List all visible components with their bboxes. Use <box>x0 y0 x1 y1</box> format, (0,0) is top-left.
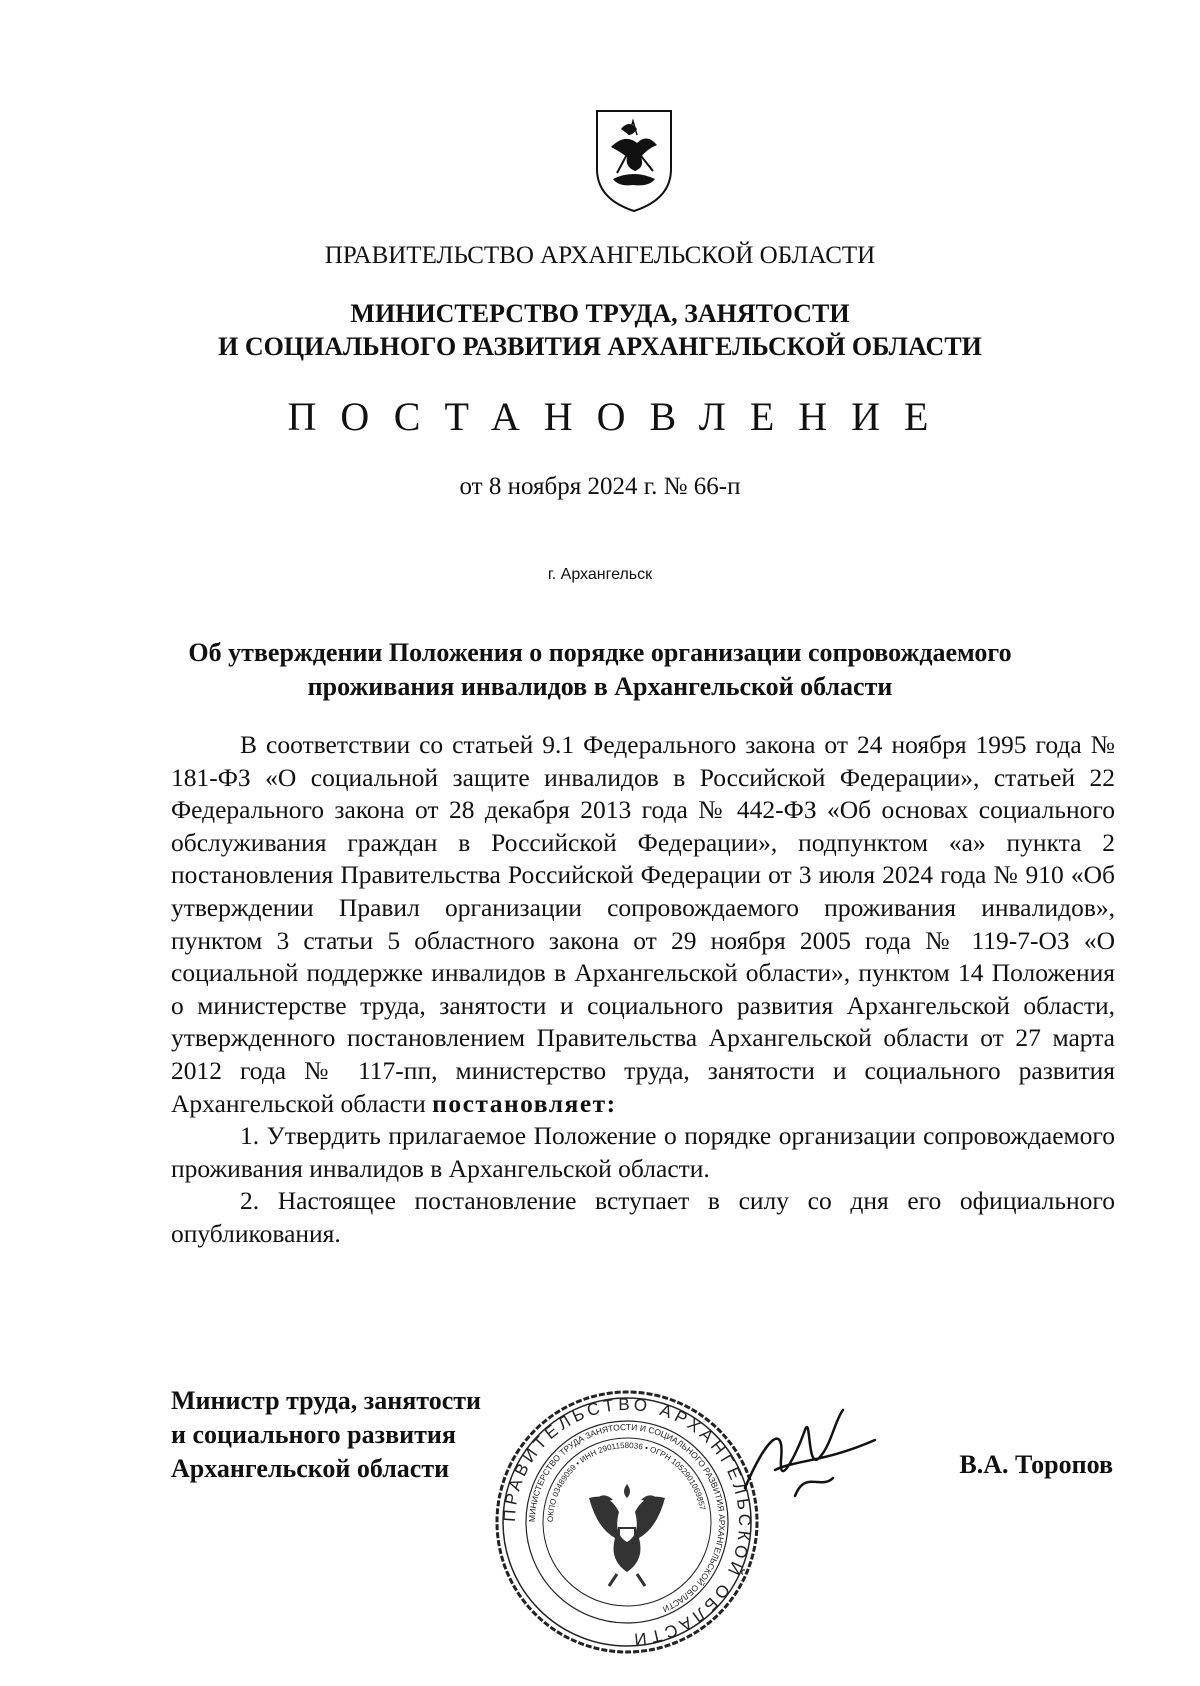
preamble-paragraph <box>171 729 1115 1120</box>
item-1: 1. Утвердить прилагаемое Положение о порядке организации сопровождаемого проживания инвалидов в Архангельской области. <box>171 1121 1115 1183</box>
signatory-title <box>171 1384 481 1486</box>
resolves-word: постановляет: <box>432 1088 617 1118</box>
document-body <box>171 729 1115 1251</box>
ministry-line-2: И СОЦИАЛЬНОГО РАЗВИТИЯ АРХАНГЕЛЬСКОЙ ОБЛАСТИ <box>218 332 982 361</box>
date-and-number: от 8 ноября 2024 г. № 66-п <box>459 473 741 500</box>
document-type: ПОСТАНОВЛЕНИЕ <box>287 394 953 439</box>
svg-text:ПРАВИТЕЛЬСТВО АРХАНГЕЛЬСКОЙ ОБ <box>500 1395 754 1649</box>
svg-text:ОКПО 03489059 • ИНН 2901158036 <box>546 1441 707 1522</box>
svg-text:МИНИСТЕРСТВО ТРУДА ЗАНЯТОСТИ И <box>527 1422 727 1614</box>
stamp-ids-text: ОКПО 03489059 • ИНН 2901158036 • ОГРН 1052901069857 <box>545 1440 708 1523</box>
subject-line-2: проживания инвалидов в Архангельской области <box>307 672 893 701</box>
item-2: 2. Настоящее постановление вступает в силу со дня его официального опубликования. <box>171 1186 1115 1248</box>
signatory-title-line-3: Архангельской области <box>171 1454 450 1483</box>
signatory-title-line-1: Министр труда, занятости <box>171 1386 482 1415</box>
stamp-outer-text: ПРАВИТЕЛЬСТВО АРХАНГЕЛЬСКОЙ ОБЛАСТИ <box>499 1394 755 1650</box>
stamp-inner-text: МИНИСТЕРСТВО ТРУДА ЗАНЯТОСТИ И СОЦИАЛЬНОГО РАЗВИТИЯ АРХАНГЕЛЬСКОЙ ОБЛАСТИ <box>526 1421 728 1615</box>
double-headed-eagle-icon <box>589 1484 665 1586</box>
handwritten-signature <box>735 1400 885 1520</box>
coat-of-arms-icon <box>591 107 677 215</box>
document-subject <box>0 636 1200 704</box>
signatory-title-line-2: и социального развития <box>171 1420 456 1449</box>
government-heading: ПРАВИТЕЛЬСТВО АРХАНГЕЛЬСКОЙ ОБЛАСТИ <box>324 242 876 269</box>
subject-line-1: Об утверждении Положения о порядке организации сопровождаемого <box>188 638 1012 667</box>
ministry-heading <box>0 297 1200 363</box>
city: г. Архангельск <box>547 566 653 583</box>
ministry-line-1: МИНИСТЕРСТВО ТРУДА, ЗАНЯТОСТИ <box>350 299 850 328</box>
official-stamp <box>493 1388 761 1656</box>
signatory-name: В.А. Торопов <box>959 1450 1113 1479</box>
preamble-text: В соответствии со статьей 9.1 Федерального закона от 24 ноября 1995 года № 181-ФЗ «О социальной защите инвалидов в Российской Федерации», статьей 22 Федерального закона от 28 декабря 2013 года № 442-ФЗ «Об основах социального обслуживания граждан в Российской Федерации», подпунктом «а» пункта 2 постановления Правительства Российской Федерации от 3 июля 2024 года № 910 «Об утверждении Правил организации сопровождаемого проживания инвалидов», пунктом 3 статьи 5 областного закона от 29 ноября 2005 года № 119-7-ОЗ «О социальной поддержке инвалидов в Архангельской области», пунктом 14 Положения о министерстве труда, занятости и социального развития Архангельской области, утвержденного постановлением Правительства Архангельской области от 27 марта 2012 года № 117-пп, министерство труда, занятости и социального развития Архангельской области <box>171 730 1115 1118</box>
